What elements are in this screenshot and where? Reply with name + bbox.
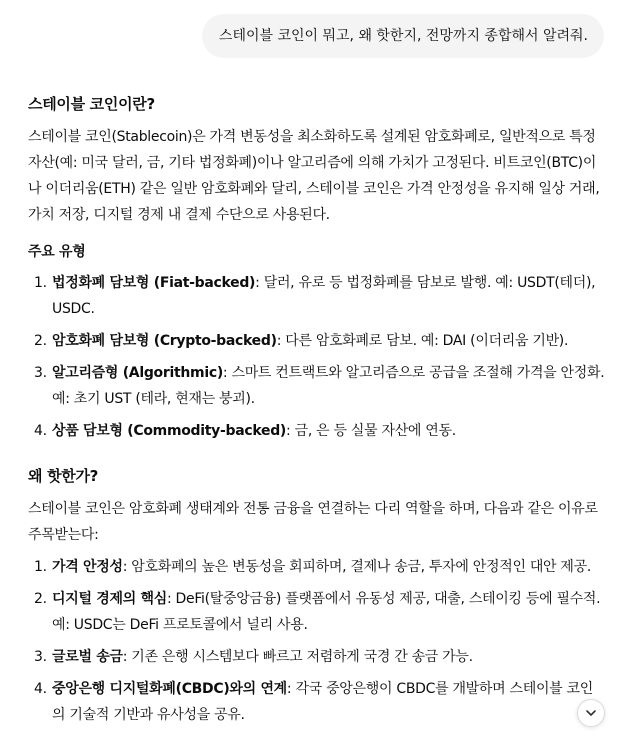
list-item-term: 글로벌 송금 bbox=[52, 649, 123, 665]
section-intro-paragraph: 스테이블 코인(Stablecoin)은 가격 변동성을 최소화하도록 설계된 암호화폐로, 일반적으로 특정 자산(예: 미국 달러, 금, 기타 법정화폐)이나 알고리즘에 의해 가치가 고정된다. 비트코인(BTC)이나 이더리움(ETH) 같은 일반 암호화폐와 달리, 스테이블 코인은 가격 안정성을 유지해 일상 거래, 가치 저장, 디지털 경제 내 결제 수단으로 사용된다. bbox=[28, 129, 600, 223]
list-item-desc: : 다른 암호화폐로 담보. 예: DAI (이더리움 기반). bbox=[276, 333, 569, 349]
list-item-desc: : DeFi(탈중앙금융) 플랫폼에서 유동성 제공, 대출, 스테이킹 등에 필수적. 예: USDC는 DeFi 프로토콜에서 널리 사용. bbox=[52, 591, 601, 633]
types-list bbox=[28, 270, 606, 444]
list-item-term: 가격 안정성 bbox=[52, 559, 123, 575]
reasons-list bbox=[28, 554, 606, 728]
subheading-main-types: 주요 유형 bbox=[28, 244, 86, 260]
user-message-bubble bbox=[202, 14, 604, 58]
list-item-term: 암호화폐 담보형 (Crypto-backed) bbox=[52, 333, 277, 349]
scroll-to-bottom-button[interactable] bbox=[577, 699, 605, 727]
list-item bbox=[28, 270, 606, 322]
list-item-desc: : 스마트 컨트랙트와 알고리즘으로 공급을 조절해 가격을 안정화. 예: 초기 UST (테라, 현재는 붕괴). bbox=[52, 365, 605, 407]
list-item-number: 1. bbox=[34, 559, 47, 575]
list-item-term: 중앙은행 디지털화폐(CBDC)와의 연계 bbox=[52, 681, 287, 697]
assistant-response bbox=[28, 92, 606, 734]
list-item-number: 2. bbox=[34, 333, 47, 349]
user-message-text: 스테이블 코인이 뭐고, 왜 핫한지, 전망까지 종합해서 알려줘. bbox=[218, 28, 588, 44]
chevron-down-icon bbox=[584, 706, 598, 720]
list-item-term: 알고리즘형 (Algorithmic) bbox=[52, 365, 223, 381]
list-item bbox=[28, 554, 606, 580]
list-item-term: 디지털 경제의 핵심 bbox=[52, 591, 167, 607]
list-item-desc: : 금, 은 등 실물 자산에 연동. bbox=[286, 423, 456, 439]
list-item-number: 2. bbox=[34, 591, 47, 607]
section-intro-paragraph: 스테이블 코인은 암호화폐 생태계와 전통 금융을 연결하는 다리 역할을 하며, 다음과 같은 이유로 주목받는다: bbox=[28, 501, 598, 543]
list-item-desc: : 암호화폐의 높은 변동성을 회피하며, 결제나 송금, 투자에 안정적인 대안 제공. bbox=[122, 559, 592, 575]
list-item bbox=[28, 676, 606, 728]
list-item-number: 4. bbox=[34, 423, 47, 439]
list-item-term: 법정화폐 담보형 (Fiat-backed) bbox=[52, 275, 256, 291]
list-item bbox=[28, 644, 606, 670]
list-item-desc: : 달러, 유로 등 법정화폐를 담보로 발행. 예: USDT(테더), USDC. bbox=[52, 275, 596, 317]
list-item-desc: : 각국 중앙은행이 CBDC를 개발하며 스테이블 코인의 기술적 기반과 유사성을 공유. bbox=[52, 681, 593, 723]
list-item-term: 상품 담보형 (Commodity-backed) bbox=[52, 423, 287, 439]
section-heading-why-hot: 왜 핫한가? bbox=[28, 467, 99, 485]
list-item bbox=[28, 328, 606, 354]
list-item-number: 4. bbox=[34, 681, 47, 697]
list-item bbox=[28, 586, 606, 638]
list-item-number: 3. bbox=[34, 365, 47, 381]
list-item-number: 1. bbox=[34, 275, 47, 291]
list-item bbox=[28, 418, 606, 444]
list-item-desc: : 기존 은행 시스템보다 빠르고 저렴하게 국경 간 송금 가능. bbox=[122, 649, 473, 665]
section-heading-what-is: 스테이블 코인이란? bbox=[28, 95, 155, 113]
list-item-number: 3. bbox=[34, 649, 47, 665]
list-item bbox=[28, 360, 606, 412]
